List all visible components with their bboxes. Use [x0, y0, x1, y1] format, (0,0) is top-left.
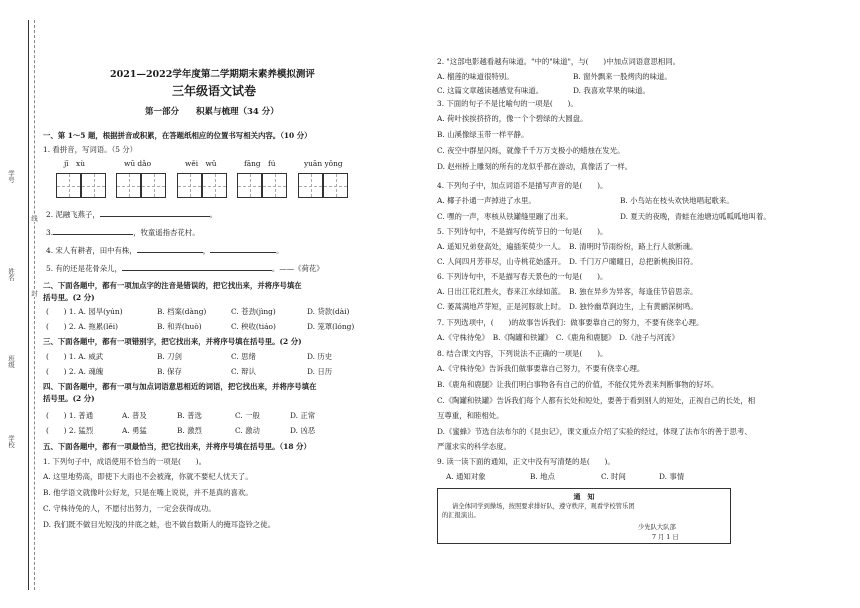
char-box[interactable] [177, 173, 202, 198]
sec5-q1-opt-c: C. 守株待兔的人，不愿付出努力，一定会获得成功。 [43, 504, 216, 513]
question-5 [46, 264, 324, 274]
right-q5: 5. 下列诗句中，不是描写传统节日的一句是( )。 [437, 227, 608, 236]
question-4-text: 4. 宋人有耕者，田中有株， [46, 246, 137, 255]
sec5-q1: 1. 下列句子中，成语使用不恰当的一项是( )。 [43, 457, 206, 466]
question-4: 4. 宋人有耕者，田中有株， ， 。 [46, 246, 284, 255]
sec3-row-1-c: C. 思绪 [231, 352, 256, 361]
right-q4: 4. 下列句子中，加点词语不是描写声音的是( )。 [437, 181, 608, 190]
answer-blank[interactable] [100, 216, 210, 217]
sec3-row-1-a: ( ) 1. A. 威武 [46, 352, 104, 361]
right-q8-opt-c: C.《陶罐和铁罐》告诉我们每个人都有长处和短处，要善于看到别人的短处，正视自己的长处，相 [437, 396, 756, 405]
answer-blank[interactable] [122, 270, 272, 271]
section-2-heading-cont: 括号里。(2 分) [43, 293, 95, 302]
right-q6: 6. 下列诗句中，不是描写春天景色的一句是( )。 [437, 272, 608, 281]
right-q2-opt-d: D. 我喜欢苹果的味道。 [573, 86, 650, 95]
char-box[interactable] [202, 173, 227, 198]
binding-line [28, 20, 29, 590]
sec4-row-1-e: D. 正常 [290, 411, 316, 420]
section-3-heading: 三、下面各题中，都有一项错别字，把它找出来，并将序号填在括号里。(2 分) [43, 337, 302, 346]
sec2-row-2-a: ( ) 2. A. 拖累(lěi) [46, 322, 118, 331]
right-q7: 7. 下列选项中，( )的故事告诉我们：做事要靠自己的努力，不要有侥幸心理。 [437, 318, 704, 327]
sec5-q1-opt-d: D. 我们既不做目光短浅的井底之蛙，也不做自数斯人的掩耳盗铃之徒。 [43, 520, 276, 529]
right-q2-opt-b: B. 窗外飘来一股烤肉的味道。 [573, 72, 672, 81]
right-q3-opt-b: B. 山溪像绿玉带一样平静。 [437, 130, 529, 139]
sec3-row-1-b: B. 刀剑 [157, 352, 182, 361]
right-q8: 8. 结合课文内容，下列说法不正确的一项是( )。 [437, 349, 608, 358]
right-q9-opt-c: C. 时间 [601, 472, 626, 481]
notice-body-cont: 的汇报演出。 [442, 512, 480, 519]
part-heading: 第一部分 积累与梳理（34 分） [145, 107, 279, 117]
sec3-row-2-d: D. 日历 [307, 367, 333, 376]
name-label: 姓名 [7, 268, 15, 281]
right-q8-opt-d: D.《蜜蜂》节选自法布尔的《昆虫记》，课文重点介绍了实验的经过，体现了法布尔的善于思考、 [437, 427, 752, 436]
right-q2: 2. "这部电影越看越有味道。"中的"味道"，与( )中加点词语意思相同。 [437, 57, 681, 66]
right-q3-opt-d: D. 赵州桥上雕刻的所有的龙似乎都在游动，真像活了一样。 [437, 162, 633, 171]
sec4-row-2-a: ( ) 2. 猛烈 [46, 426, 94, 435]
right-q3-opt-c: C. 夜空中群星闪烁，就像千千万万支极小的蜡烛在发光。 [437, 146, 625, 155]
seal-char-1: 封 [30, 290, 38, 297]
student-id-label: 学号 [7, 170, 15, 183]
sec4-row-2-e: D. 凶恶 [290, 426, 316, 435]
sec2-row-1-c: C. 苍劲(jìng) [231, 307, 276, 316]
right-q9-opt-b: B. 地点 [530, 472, 555, 481]
right-q8-opt-c-cont: 互尊重，和睦相处。 [437, 411, 504, 420]
right-q4-opt-c: C. 嘿的一声，枣核从铁罐缝里蹦了出来。 [437, 212, 573, 221]
school-label: 学校 [7, 435, 15, 448]
pinyin-3: wěi wǔ [185, 159, 217, 168]
notice-sign: 少先队大队部 [638, 524, 676, 531]
section-4-heading-cont: 括号里。(2 分) [43, 394, 95, 403]
sec4-row-1-c: B. 普选 [177, 411, 202, 420]
char-box[interactable] [323, 173, 348, 198]
pinyin-4: fāng fú [244, 159, 276, 168]
right-q5-opts-1: A. 遥知兄弟登高处，遍插茱萸少一人。 B. 清明时节雨纷纷，路上行人欲断魂。 [437, 242, 698, 251]
sec4-row-1-b: A. 普及 [122, 411, 147, 420]
pinyin-5: yuān yǒng [304, 159, 343, 168]
question-3-text: 3. [46, 228, 54, 237]
right-q6-opts-1: A. 日出江花红胜火，春来江水绿如蓝。 B. 独在异乡为异客，每逢佳节倍思亲。 [437, 287, 698, 296]
right-q8-opt-d-cont: 严谨求实的科学态度。 [437, 442, 511, 451]
sec5-q1-opt-a: A. 这里地势高，即使下大雨也不会被淹，你就不要杞人忧天了。 [43, 472, 253, 481]
right-q4-opt-b: B. 小鸟站在枝头欢快地唱起歌来。 [620, 196, 734, 205]
seal-char-2: 线 [30, 215, 38, 222]
pinyin-1: jī xù [64, 159, 85, 168]
sec2-row-2-d: D. 笼罩(lóng) [307, 322, 355, 331]
right-q8-opt-b: B.《鹿角和鹿腿》让我们明白事物各有自己的价值，不能仅凭外表来判断事物的好坏。 [437, 380, 719, 389]
right-q6-opts-2: C. 萎蒿满地芦芽短，正是河豚欲上时。 D. 独怜幽草涧边生，上有黄鹂深树鸣。 [437, 302, 698, 311]
right-q9-opt-a: A. 通知对象 [446, 472, 486, 481]
notice-box [437, 488, 731, 544]
right-q9: 9. 读一读下面的通知，正文中没有写清楚的是( )。 [437, 457, 615, 466]
right-q2-opt-a: A. 榴莲的味道很特别。 [437, 72, 514, 81]
section-1-heading: 一、第 1～5 题，根据拼音或积累，在答题纸相应的位置书写相关内容。（10 分） [43, 131, 312, 140]
answer-blank[interactable] [53, 234, 133, 235]
question-2-text: 2. 泥融飞燕子， [46, 210, 100, 219]
sec4-row-2-c: B. 激烈 [177, 426, 202, 435]
right-q2-opt-c: C. 这篇文章越读越感觉有味道。 [437, 86, 544, 95]
answer-blank[interactable] [137, 252, 203, 253]
char-box[interactable] [237, 173, 262, 198]
sec2-row-1-a: ( ) 1. A. 园旱(yún) [46, 307, 123, 316]
notice-title: 通 知 [573, 492, 595, 501]
right-q7-opts: A.《守株待兔》 B.《陶罐和铁罐》 C.《鹿角和鹿腿》 D.《池子与河流》 [437, 333, 679, 342]
right-q4-opt-a: A. 椰子扑通一声掉进了水里。 [437, 196, 536, 205]
sec2-row-1-d: D. 贷款(dài) [307, 307, 350, 316]
notice-date: 7 月 1 日 [652, 534, 679, 541]
section-2-heading: 二、下面各题中，都有一项加点字的注音是错误的，把它找出来，并将序号填在 [43, 281, 302, 290]
right-q8-opt-a: A.《守株待兔》告诉我们做事要靠自己努力，不要有侥幸心理。 [437, 364, 645, 373]
char-box[interactable] [141, 173, 166, 198]
sec4-row-2-b: A. 勇猛 [122, 426, 147, 435]
char-box[interactable] [116, 173, 141, 198]
right-q5-opts-2: C. 人间四月芳菲尽，山寺桃花始盛开。 D. 千门万户曈曈日，总把新桃换旧符。 [437, 257, 698, 266]
sec2-row-2-c: C. 秧收(tiáo) [231, 322, 276, 331]
sec5-q1-opt-b: B. 他学语文就像叶公好龙，只是在嘴上说说，并不是真的喜欢。 [43, 488, 253, 497]
char-box[interactable] [298, 173, 323, 198]
right-q3-opt-a: A. 荷叶挨挨挤挤的，像一个个碧绿的大圆盘。 [437, 114, 588, 123]
pinyin-2: wū dǎo [124, 159, 152, 168]
char-box[interactable] [56, 173, 81, 198]
right-q4-opt-d: D. 夏天的夜晚，青蛙在池塘边呱呱呱地叫着。 [620, 212, 771, 221]
char-box[interactable] [262, 173, 287, 198]
sec2-row-2-b: B. 和弄(huò) [157, 322, 202, 331]
question-3-rest: ，牧童遥指杏花村。 [133, 228, 200, 237]
question-5-text: 5. 有的还是花骨朵儿， [46, 264, 122, 273]
question-5-end: 。——《荷花》 [271, 264, 324, 273]
right-q9-opt-d: D. 事情 [659, 472, 685, 481]
question-4-end: 。 [276, 246, 284, 255]
seal-line [34, 20, 35, 590]
sec4-row-1-a: ( ) 1. 普通 [46, 411, 94, 420]
question-3 [46, 228, 200, 238]
exam-subtitle: 三年级语文试卷 [172, 84, 257, 98]
char-box[interactable] [81, 173, 106, 198]
sec4-row-2-d: C. 激动 [235, 426, 260, 435]
sec3-row-2-b: B. 保存 [157, 367, 182, 376]
sec3-row-2-a: ( ) 2. A. 魂魄 [46, 367, 104, 376]
sec2-row-1-b: B. 档案(dàng) [157, 307, 207, 316]
question-2: 2. 泥融飞燕子， 。 [46, 210, 218, 219]
class-label: 班级 [7, 355, 15, 368]
right-q3: 3. 下面的句子不是比喻句的一项是( )。 [437, 99, 578, 108]
notice-body: 请全体同学到操场，按照要求排好队，遵守秩序，观看学校管乐团 [452, 503, 635, 510]
sec3-row-1-d: D. 历史 [307, 352, 333, 361]
answer-blank[interactable] [210, 252, 276, 253]
section-5-heading: 五、下面各题中，都有一项最恰当，把它找出来，并将序号填在括号里。（18 分） [43, 442, 311, 451]
sec3-row-2-c: C. 辩认 [231, 367, 256, 376]
section-4-heading: 四、下面各题中，都有一项与加点词语意思相近的词语，把它找出来，并将序号填在 [43, 382, 317, 391]
sec4-row-1-d: C. 一般 [235, 411, 260, 420]
exam-title: 2021—2022学年度第二学期期末素养模拟测评 [110, 69, 315, 80]
question-1-label: 1. 看拼音，写词语。（5 分） [43, 145, 138, 154]
